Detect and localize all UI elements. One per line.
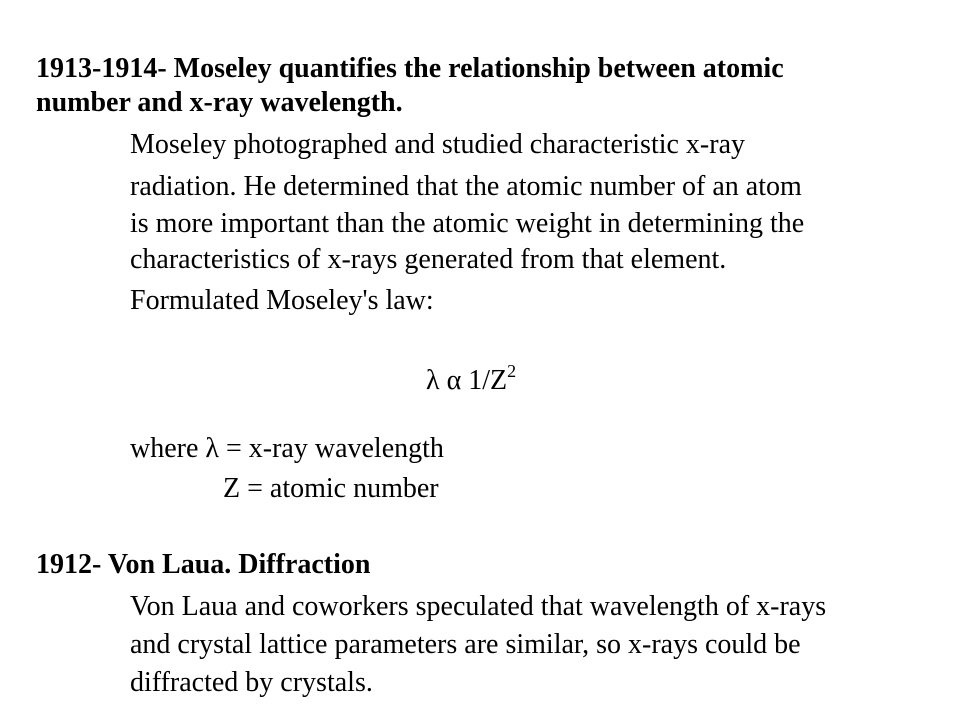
von-laua-heading: 1912- Von Laua. Diffraction — [36, 549, 371, 580]
moseley-body-line-3: is more important than the atomic weight in determining the — [130, 208, 805, 239]
formula-exponent: 2 — [507, 361, 517, 381]
von-laua-body-line-1: Von Laua and coworkers speculated that wavelength of x-rays — [130, 591, 827, 622]
moseley-body-line-5: Formulated Moseley's law: — [130, 285, 434, 316]
moseley-body-line-4: characteristics of x-rays generated from that element. — [130, 244, 727, 275]
formula-main: λ α 1/Z — [426, 365, 508, 396]
moseley-body-line-2: radiation. He determined that the atomic number of an atom — [130, 171, 802, 202]
von-laua-body-line-3: diffracted by crystals. — [130, 667, 373, 698]
moseley-heading-line-2: number and x-ray wavelength. — [36, 87, 403, 118]
z-definition-line: Z = atomic number — [223, 473, 439, 504]
where-lambda-line: where λ = x-ray wavelength — [130, 433, 444, 464]
moseley-law-formula — [426, 361, 517, 398]
moseley-body-line-1: Moseley photographed and studied characteristic x-ray — [130, 129, 746, 160]
von-laua-body-line-2: and crystal lattice parameters are similar, so x-rays could be — [130, 629, 801, 660]
moseley-heading-line-1: 1913-1914- Moseley quantifies the relationship between atomic — [36, 53, 784, 84]
